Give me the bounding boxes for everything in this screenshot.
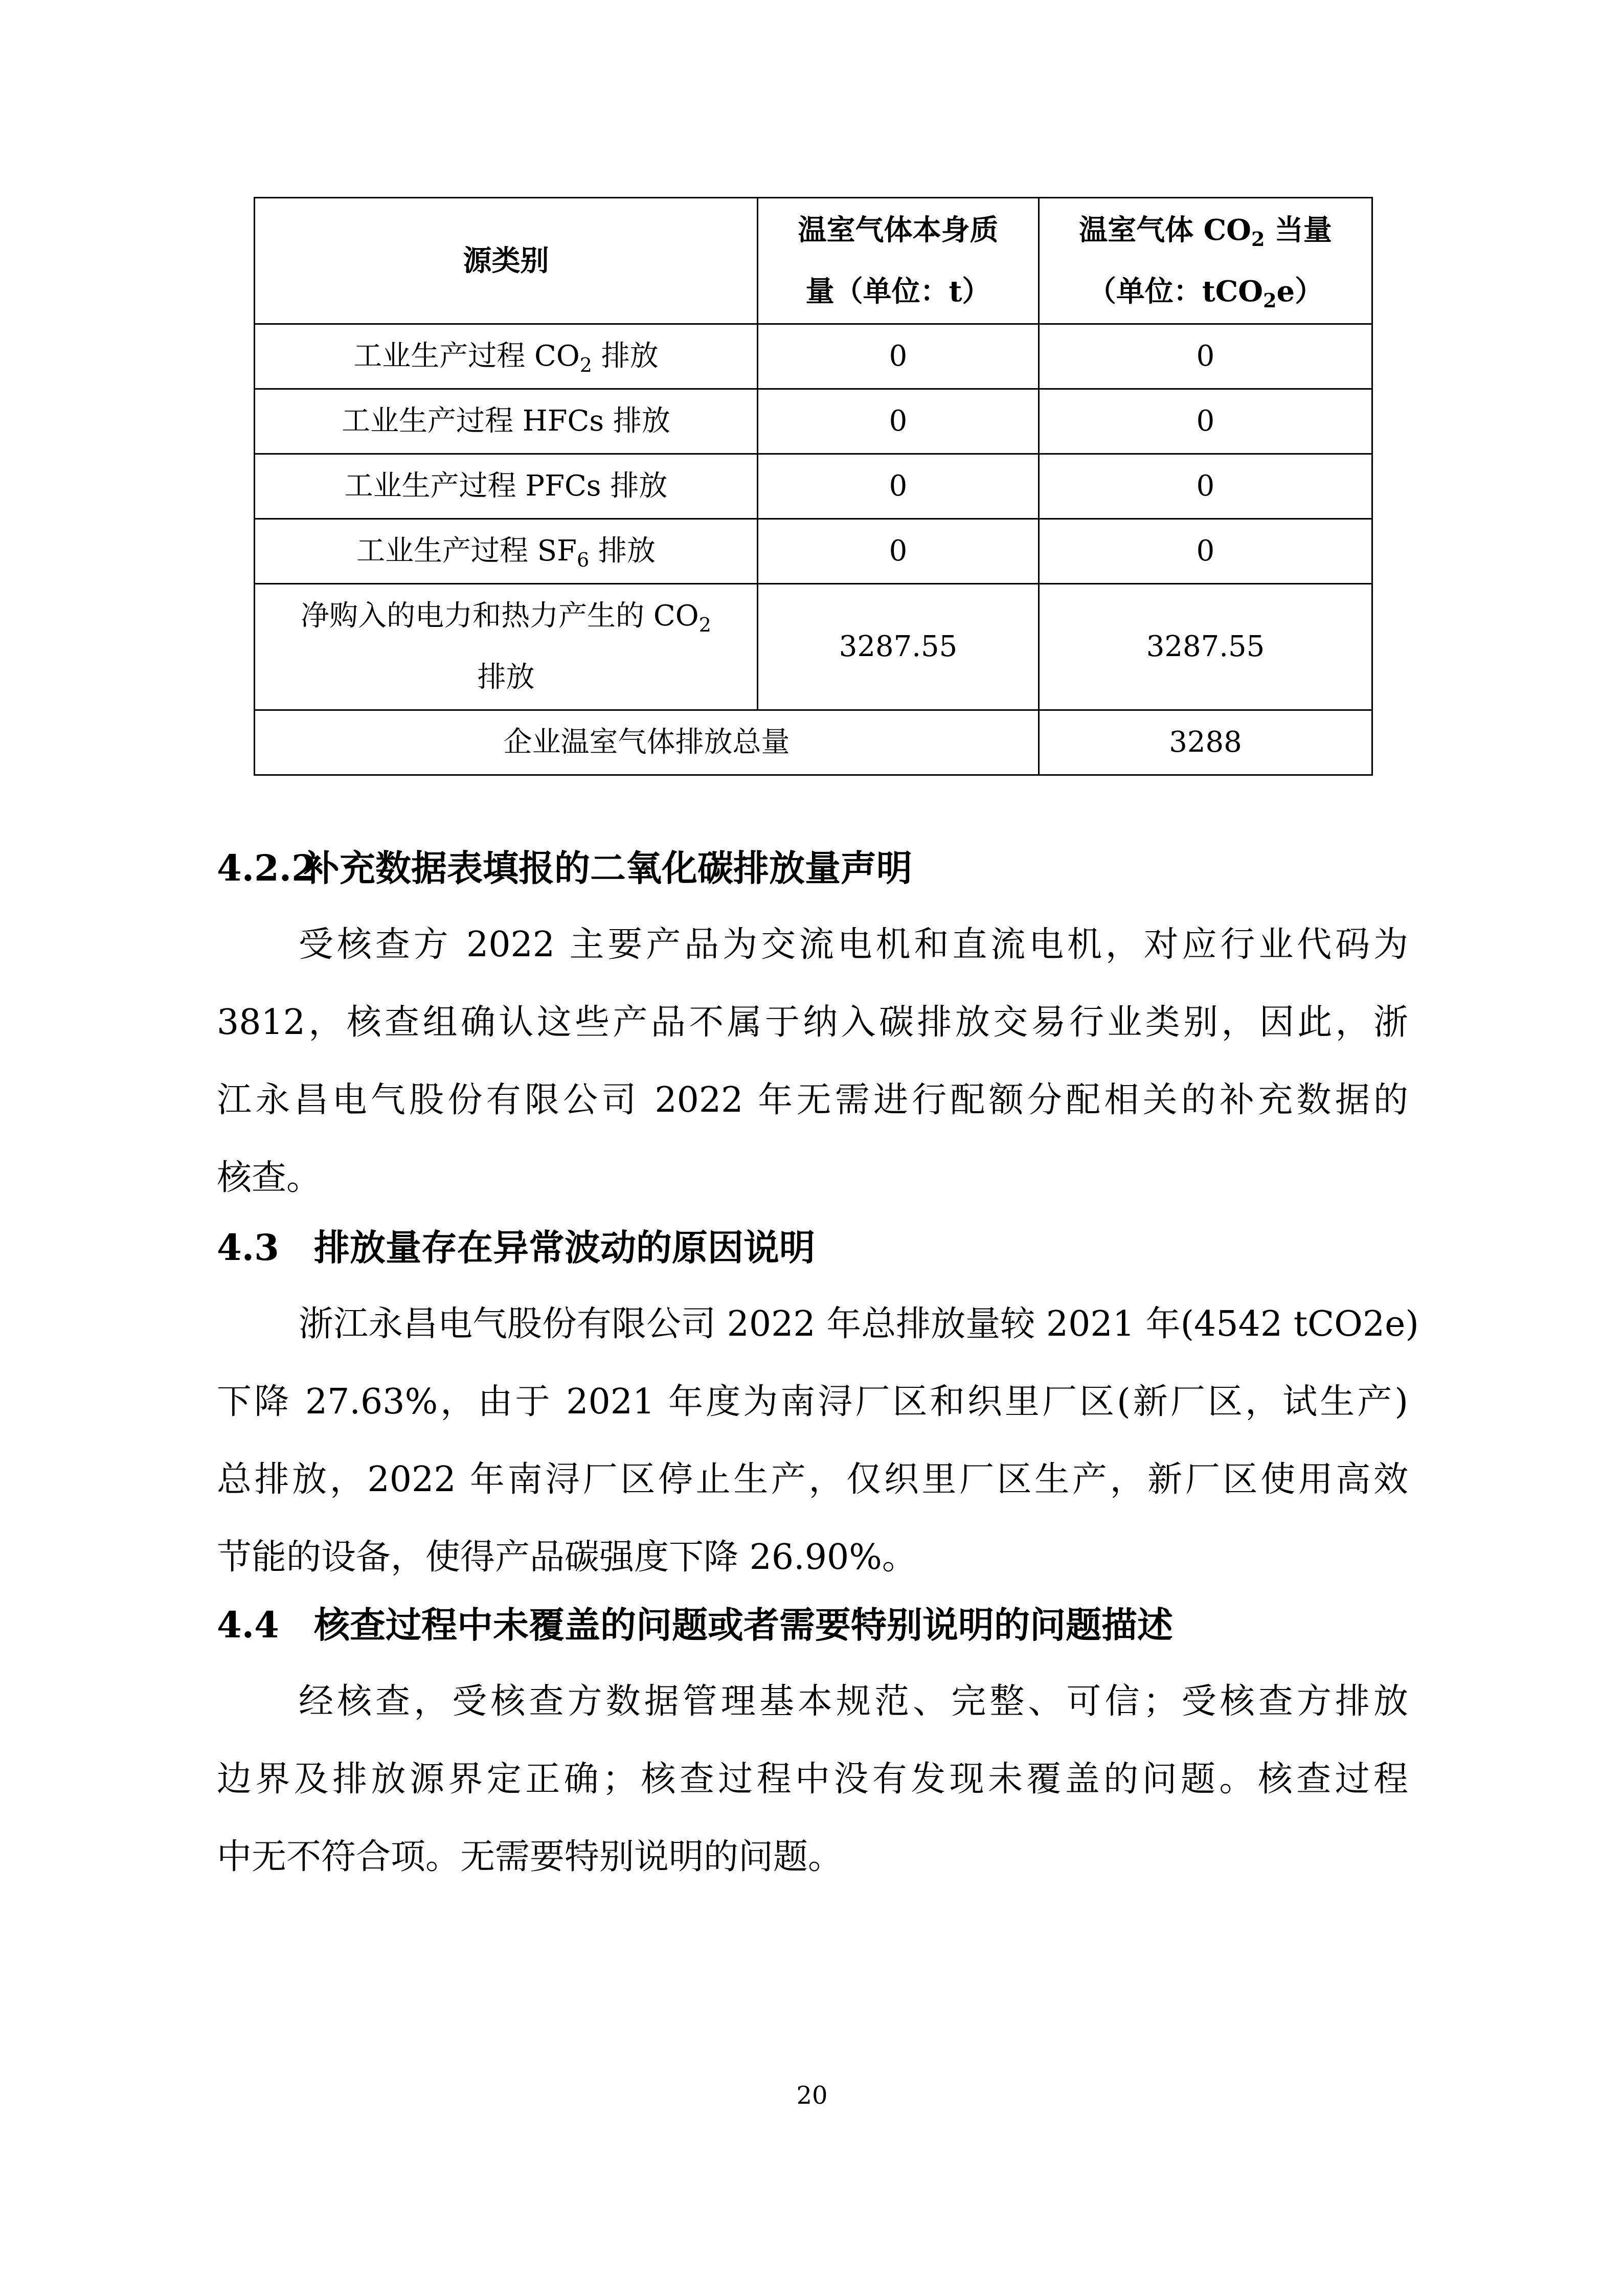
- row-label: 工业生产过程 HFCs 排放: [255, 389, 758, 454]
- header-co2e-line1: 温室气体 $CO_2$ 当量: [1079, 213, 1332, 251]
- paragraph-line: 总排放，2022 年南浔厂区停止生产，仅织里厂区生产，新厂区使用高效: [217, 1459, 1408, 1500]
- header-gas-mass-line2: 量（单位：t）: [805, 275, 991, 308]
- row-label: 工业生产过程 $CO_2$ 排放: [255, 324, 758, 389]
- paragraph-line: 边界及排放源界定正确；核查过程中没有发现未覆盖的问题。核查过程: [217, 1759, 1408, 1799]
- table-row: [255, 454, 1372, 519]
- row-co2e: 3287.55: [1039, 584, 1372, 710]
- total-label: 企业温室气体排放总量: [255, 710, 1039, 775]
- row-mass: 3287.55: [758, 584, 1039, 710]
- table-row: [255, 389, 1372, 454]
- row-label-line2: 排放: [477, 661, 535, 694]
- row-mass: 0: [758, 324, 1039, 389]
- table-row-total: [255, 710, 1372, 775]
- row-co2e: 0: [1039, 389, 1372, 454]
- table-row: [255, 519, 1372, 584]
- paragraph-line: 中无不符合项。无需要特别说明的问题。: [217, 1837, 843, 1877]
- section-title: 核查过程中未覆盖的问题或者需要特别说明的问题描述: [314, 1604, 1173, 1646]
- row-label: 工业生产过程 $SF_6$ 排放: [255, 519, 758, 584]
- header-gas-mass: [758, 198, 1039, 324]
- table-header-row: [255, 198, 1372, 324]
- row-label: [255, 584, 758, 710]
- section-heading-4-4: [217, 1600, 1173, 1651]
- paragraph-line: 浙江永昌电气股份有限公司 2022 年总排放量较 2021 年(4542 tCO2e): [299, 1304, 1419, 1344]
- section-number: 4.2.2: [217, 847, 317, 889]
- section-title: 补充数据表填报的二氧化碳排放量声明: [304, 847, 912, 889]
- section-number: 4.4: [217, 1604, 279, 1646]
- table-row-purchased-energy: [255, 584, 1372, 710]
- row-label-line1: 净购入的电力和热力产生的 $CO_2$: [301, 599, 711, 636]
- paragraph-line: 江永昌电气股份有限公司 2022 年无需进行配额分配相关的补充数据的: [217, 1080, 1408, 1120]
- section-heading-4-2-2: [217, 843, 912, 894]
- row-label: 工业生产过程 PFCs 排放: [255, 454, 758, 519]
- section-number: 4.3: [217, 1226, 279, 1269]
- paragraph-line: 节能的设备，使得产品碳强度下降 26.90%。: [217, 1537, 917, 1578]
- section-title: 排放量存在异常波动的原因说明: [314, 1226, 815, 1269]
- row-co2e: 0: [1039, 454, 1372, 519]
- row-co2e: 0: [1039, 324, 1372, 389]
- header-source-category: 源类别: [255, 198, 758, 324]
- row-mass: 0: [758, 519, 1039, 584]
- paragraph-line: 受核查方 2022 主要产品为交流电机和直流电机，对应行业代码为: [299, 925, 1408, 965]
- row-co2e: 0: [1039, 519, 1372, 584]
- paragraph-line: 下降 27.63%，由于 2021 年度为南浔厂区和织里厂区(新厂区，试生产): [217, 1382, 1408, 1422]
- section-heading-4-3: [217, 1222, 815, 1273]
- emissions-table: [254, 197, 1373, 776]
- header-co2e-line2: （单位：tCO$_2$e）: [1087, 275, 1324, 312]
- paragraph-line: 经核查，受核查方数据管理基本规范、完整、可信；受核查方排放: [299, 1681, 1408, 1722]
- table-row: [255, 324, 1372, 389]
- total-value: 3288: [1039, 710, 1372, 775]
- header-co2-equivalent: [1039, 198, 1372, 324]
- paragraph-line: 核查。: [217, 1158, 322, 1198]
- row-mass: 0: [758, 454, 1039, 519]
- paragraph-line: 3812，核查组确认这些产品不属于纳入碳排放交易行业类别，因此，浙: [217, 1002, 1408, 1043]
- page-number: 20: [796, 2081, 828, 2110]
- header-gas-mass-line1: 温室气体本身质: [798, 213, 999, 247]
- row-mass: 0: [758, 389, 1039, 454]
